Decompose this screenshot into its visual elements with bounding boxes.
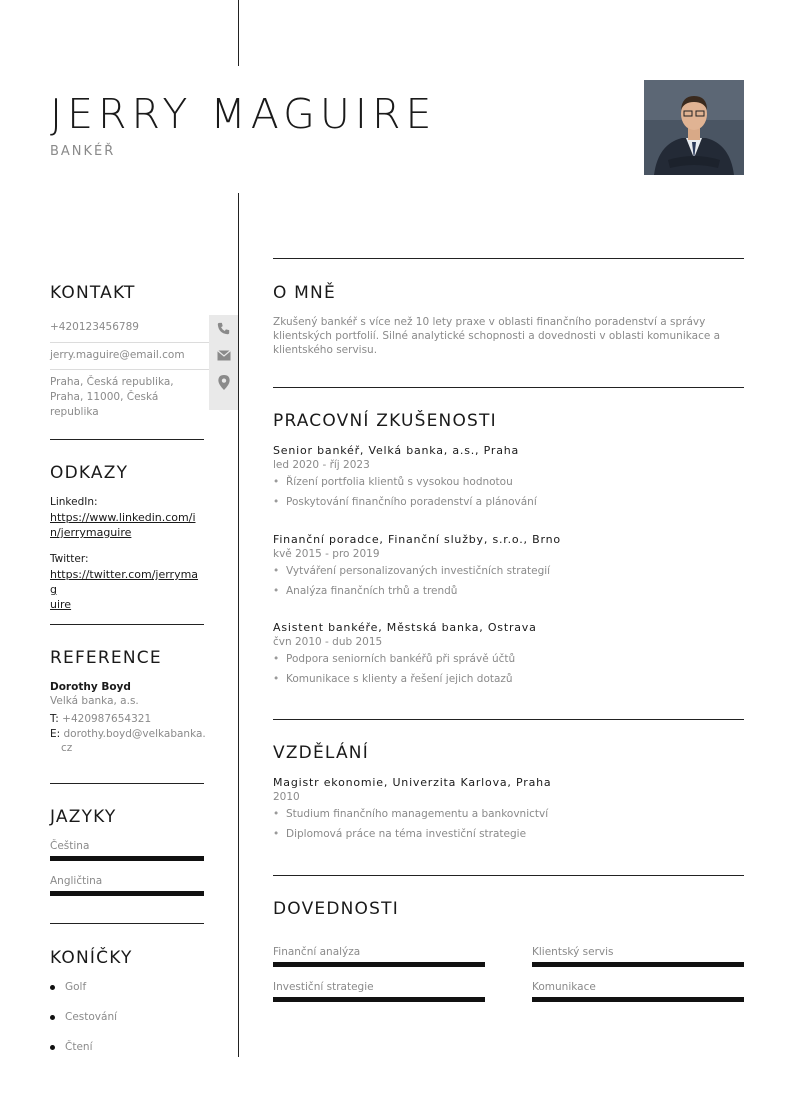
job-title: Asistent bankéře, Městská banka, Ostrava	[273, 621, 537, 634]
twitter-link-line1[interactable]: https://twitter.com/jerrymag	[50, 568, 199, 596]
job-entry	[273, 444, 537, 508]
contact-address-row	[50, 369, 238, 418]
job-date: led 2020 - říj 2023	[273, 459, 370, 471]
reference-email-line2: cz	[61, 742, 73, 754]
hobby-label: Čtení	[65, 1041, 93, 1053]
skill-name: Komunikace	[532, 981, 596, 993]
column-divider-line	[238, 193, 239, 1057]
divider-line	[273, 258, 744, 259]
about-text	[273, 315, 743, 357]
education-bullet: • Studium finančního managementu a bankovnictví	[273, 808, 549, 820]
job-bullet: • Poskytování finančního poradenství a plánování	[273, 496, 537, 508]
reference-company: Velká banka, a.s.	[50, 695, 139, 707]
job-bullet: • Řízení portfolia klientů s vysokou hodnotou	[273, 476, 513, 488]
skill-level-bar	[532, 962, 744, 967]
skill-name: Investiční strategie	[273, 981, 374, 993]
reference-phone-row	[50, 713, 151, 725]
experience-section-title: PRACOVNÍ ZKUŠENOSTI	[273, 411, 497, 431]
linkedin-link-line1[interactable]: https://www.linkedin.com/i	[50, 511, 196, 524]
linkedin-link-line2[interactable]: n/jerrymaguire	[50, 526, 132, 539]
contact-address-line2: Praha, 11000, Česká republika	[50, 391, 159, 418]
education-bullet: • Diplomová práce na téma investiční strategie	[273, 828, 527, 840]
hobby-item	[50, 1041, 92, 1053]
job-title: Senior bankéř, Velká banka, a.s., Praha	[273, 444, 520, 457]
linkedin-link[interactable]	[50, 510, 204, 540]
divider-line	[50, 923, 204, 924]
job-bullet-text: Vytváření personalizovaných investičních strategií	[286, 565, 551, 577]
contact-phone-row	[50, 315, 238, 343]
bullet-dot	[50, 1015, 55, 1020]
twitter-label: Twitter:	[50, 553, 89, 565]
education-degree: Magistr ekonomie, Univerzita Karlova, Praha	[273, 776, 552, 789]
bullet-dot	[50, 1045, 55, 1050]
skill-level-bar	[273, 997, 485, 1002]
contact-email-row	[50, 342, 238, 370]
job-bullet-text: Analýza finančních trhů a trendů	[286, 585, 458, 597]
skill-name: Finanční analýza	[273, 946, 361, 958]
job-date: čvn 2010 - dub 2015	[273, 636, 383, 648]
education-bullet-text: Studium finančního managementu a bankovnictví	[286, 808, 549, 820]
map-pin-icon	[209, 369, 238, 410]
job-entry	[273, 621, 537, 685]
divider-line	[50, 783, 204, 784]
job-bullet: • Komunikace s klienty a řešení jejich dotazů	[273, 673, 513, 685]
skill-name: Klientský servis	[532, 946, 614, 958]
hobby-label: Cestování	[65, 1011, 118, 1023]
reference-name: Dorothy Boyd	[50, 681, 131, 693]
divider-line	[273, 875, 744, 876]
hobby-label: Golf	[65, 981, 87, 993]
reference-email-label: E:	[50, 728, 61, 740]
divider-line	[50, 624, 204, 625]
about-line: Zkušený bankéř s více než 10 lety praxe v oblasti finančního poradenství a správy	[273, 316, 706, 328]
contact-phone: +420123456789	[50, 321, 139, 333]
contact-email[interactable]: jerry.maguire@email.com	[50, 349, 185, 361]
reference-phone-label: T:	[50, 713, 59, 725]
job-bullet-text: Řízení portfolia klientů s vysokou hodnotou	[286, 476, 513, 488]
reference-email-row	[50, 727, 206, 755]
education-year: 2010	[273, 791, 300, 803]
job-entry	[273, 533, 561, 597]
twitter-link-line2[interactable]: uire	[50, 598, 72, 611]
skill-level-bar	[273, 962, 485, 967]
skills-section-title: DOVEDNOSTI	[273, 899, 399, 919]
job-title: Finanční poradce, Finanční služby, s.r.o., Brno	[273, 533, 561, 546]
job-bullet-text: Podpora seniorních bankéřů při správě účtů	[286, 653, 516, 665]
phone-icon	[209, 315, 238, 342]
page-title: JERRY MAGUIRE	[50, 90, 437, 138]
divider-line	[50, 439, 204, 440]
twitter-link[interactable]	[50, 567, 204, 612]
languages-section-title: JAZYKY	[50, 807, 117, 827]
about-line: klientských portfolií. Silné analytické schopnosti a dovednosti v oblasti komunikace a	[273, 330, 721, 342]
language-name: Čeština	[50, 840, 90, 852]
contact-section-title: KONTAKT	[50, 283, 136, 303]
language-level-bar	[50, 856, 204, 861]
profile-photo	[644, 80, 744, 175]
hobbies-section-title: KONÍČKY	[50, 948, 133, 968]
reference-phone: +420987654321	[62, 713, 152, 725]
contact-address-line1: Praha, Česká republika,	[50, 376, 174, 388]
bullet-dot	[50, 985, 55, 990]
skill-level-bar	[532, 997, 744, 1002]
about-section-title: O MNĚ	[273, 283, 336, 303]
divider-line	[273, 387, 744, 388]
links-section-title: ODKAZY	[50, 463, 129, 483]
divider-line	[273, 719, 744, 720]
job-role: BANKÉŘ	[50, 144, 116, 159]
job-bullet: • Podpora seniorních bankéřů při správě účtů	[273, 653, 516, 665]
language-name: Angličtina	[50, 875, 103, 887]
reference-section-title: REFERENCE	[50, 648, 162, 668]
job-bullet-text: Poskytování finančního poradenství a plánování	[286, 496, 537, 508]
education-entry	[273, 776, 551, 840]
reference-email-line1: dorothy.boyd@velkabanka.	[63, 728, 206, 740]
hobby-item	[50, 1011, 117, 1023]
hobby-item	[50, 981, 86, 993]
job-bullet: • Vytváření personalizovaných investičních strategií	[273, 565, 551, 577]
top-divider-line	[238, 0, 239, 66]
linkedin-label: LinkedIn:	[50, 496, 98, 508]
job-bullet-text: Komunikace s klienty a řešení jejich dotazů	[286, 673, 513, 685]
job-date: kvě 2015 - pro 2019	[273, 548, 380, 560]
language-level-bar	[50, 891, 204, 896]
envelope-icon	[209, 342, 238, 369]
education-bullet-text: Diplomová práce na téma investiční strategie	[286, 828, 527, 840]
about-line: klientského servisu.	[273, 344, 378, 356]
job-bullet: • Analýza finančních trhů a trendů	[273, 585, 458, 597]
education-section-title: VZDĚLÁNÍ	[273, 743, 369, 763]
